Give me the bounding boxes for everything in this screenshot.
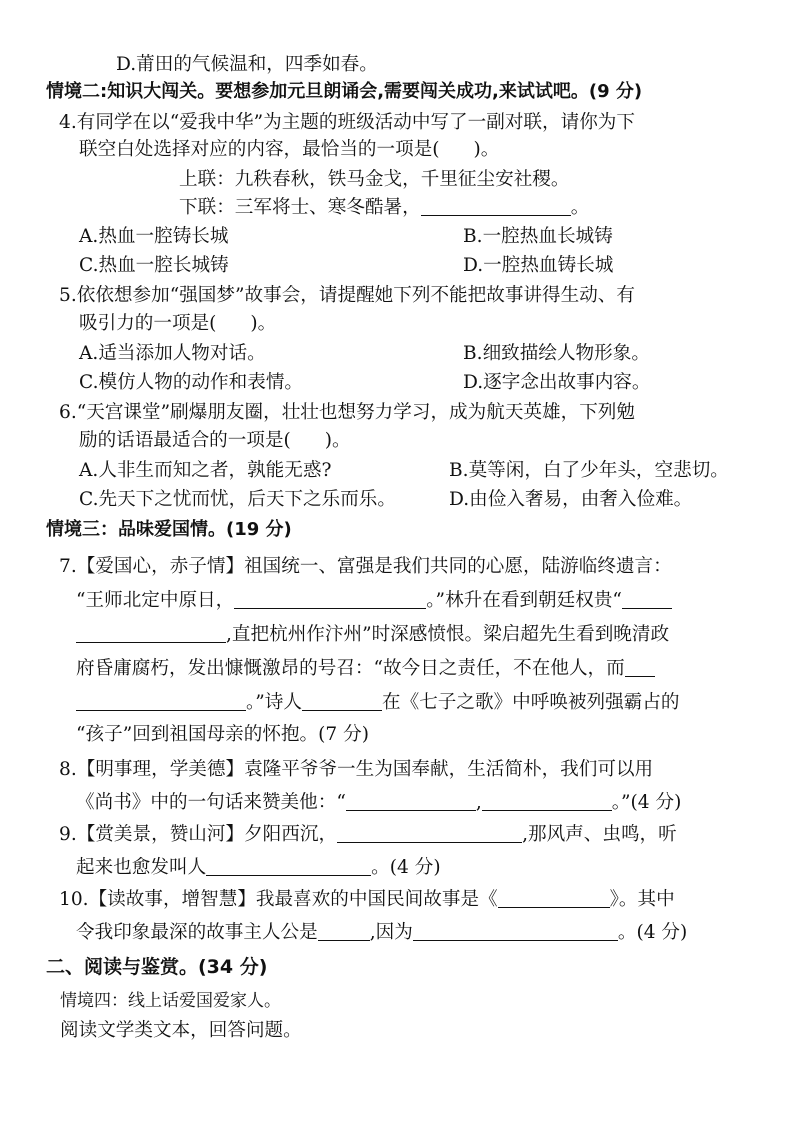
q8-blank-1[interactable] xyxy=(346,792,476,811)
q7-blank-1[interactable] xyxy=(234,590,426,609)
q7-line5 xyxy=(76,692,680,714)
q5-option-b[interactable]: B.细致描绘人物形象。 xyxy=(463,343,650,364)
q10-text-e: 。(4 分) xyxy=(617,922,688,943)
q3-option-d: D.莆田的气候温和，四季如春。 xyxy=(116,54,378,75)
q5-stem-line2 xyxy=(79,313,276,335)
section2-heading: 情境二:知识大闯关。要想参加元旦朗诵会,需要闯关成功,来试试吧。(9 分) xyxy=(46,81,643,102)
q8-comma: , xyxy=(475,792,482,813)
q9-text-b: ,那风声、虫鸣，听 xyxy=(522,824,677,845)
q4-stem-text: 联空白处选择对应的内容，最恰当的一项是( xyxy=(79,139,440,160)
q10-text-a: 10.【读故事，增智慧】我最喜欢的中国民间故事是《 xyxy=(59,889,498,910)
q10-blank-story[interactable] xyxy=(498,889,610,908)
q8-line2 xyxy=(76,792,681,814)
q6-option-c[interactable]: C.先天下之忧而忧，后天下之乐而乐。 xyxy=(79,489,396,510)
q5-option-c[interactable]: C.模仿人物的动作和表情。 xyxy=(79,372,304,393)
q4-lower-text: 下联：三军将士、寒冬酷暑， xyxy=(179,197,421,218)
q9-text-d: 。(4 分) xyxy=(371,857,441,878)
q7-line4 xyxy=(76,658,655,680)
q7-line6: “孩子”回到祖国母亲的怀抱。(7 分) xyxy=(76,724,369,745)
q4-lower-couplet xyxy=(179,197,589,219)
q5-stem-line1: 5.依依想参加“强国梦”故事会，请提醒她下列不能把故事讲得生动、有 xyxy=(59,285,635,306)
q10-text-d: ,因为 xyxy=(369,922,413,943)
q7-blank-2b[interactable] xyxy=(76,624,226,643)
q7-text-a: “王师北定中原日， xyxy=(76,590,235,611)
q7-blank-3a[interactable] xyxy=(625,658,655,677)
q7-blank-4[interactable] xyxy=(302,692,382,711)
section4-heading: 情境四：线上话爱国爱家人。 xyxy=(60,991,281,1011)
q10-line2 xyxy=(76,922,687,944)
q8-line1: 8.【明事理，学美德】袁隆平爷爷一生为国奉献，生活简朴，我们可以用 xyxy=(59,759,654,780)
q9-line1 xyxy=(59,824,677,846)
q6-stem-line1: 6.“天宫课堂”刷爆朋友圈，壮壮也想努力学习，成为航天英雄，下列勉 xyxy=(59,402,635,423)
q8-blank-2[interactable] xyxy=(482,792,612,811)
q7-blank-2a[interactable] xyxy=(622,590,672,609)
q9-text-a: 9.【赏美景，赞山河】夕阳西沉， xyxy=(59,824,338,845)
section3-heading: 情境三：品味爱国情。(19 分) xyxy=(46,519,292,540)
q5-option-d[interactable]: D.逐字念出故事内容。 xyxy=(463,372,651,393)
q9-text-c: 起来也愈发叫人 xyxy=(76,857,207,878)
q4-stem-end: )。 xyxy=(473,139,500,160)
q7-line3 xyxy=(76,624,669,646)
q10-line1 xyxy=(59,889,675,911)
q6-stem-text: 励的话语最适合的一项是( xyxy=(79,430,291,451)
q4-stem-line1: 4.有同学在以“爱我中华”为主题的班级活动中写了一副对联，请你为下 xyxy=(59,112,635,133)
q8-text-a: 《尚书》中的一句话来赞美他：“ xyxy=(76,792,346,813)
q6-stem-line2 xyxy=(79,430,351,452)
q7-text-d: 府昏庸腐朽，发出慷慨激昂的号召：“故今日之责任，不在他人，而 xyxy=(76,658,625,679)
q4-option-a[interactable]: A.热血一腔铸长城 xyxy=(79,226,229,247)
q7-text-b: 。”林升在看到朝廷权贵“ xyxy=(426,590,622,611)
q7-text-c: ,直把杭州作汴州”时深感愤恨。梁启超先生看到晚清政 xyxy=(226,624,670,645)
q5-stem-end: )。 xyxy=(250,313,277,334)
q4-option-b[interactable]: B.一腔热血长城铸 xyxy=(463,226,613,247)
q6-option-b[interactable]: B.莫等闲，白了少年头，空悲切。 xyxy=(449,460,729,481)
q10-blank-hero[interactable] xyxy=(318,922,370,941)
q9-line2 xyxy=(76,857,441,879)
q5-stem-text: 吸引力的一项是( xyxy=(79,313,217,334)
q6-stem-end: )。 xyxy=(324,430,351,451)
q4-option-c[interactable]: C.热血一腔长城铸 xyxy=(79,255,229,276)
q7-line1: 7.【爱国心，赤子情】祖国统一、富强是我们共同的心愿，陆游临终遗言： xyxy=(59,556,672,577)
q10-text-b: 》。其中 xyxy=(609,889,675,910)
q10-text-c: 令我印象最深的故事主人公是 xyxy=(76,922,318,943)
q9-blank-1[interactable] xyxy=(337,824,522,843)
q4-option-d[interactable]: D.一腔热血铸长城 xyxy=(463,255,614,276)
part2-heading: 二、阅读与鉴赏。(34 分) xyxy=(46,956,268,978)
q10-blank-reason[interactable] xyxy=(413,922,618,941)
q7-line2 xyxy=(76,590,672,612)
q7-text-e: 。”诗人 xyxy=(246,692,302,713)
q6-option-d[interactable]: D.由俭入奢易，由奢入俭难。 xyxy=(449,489,693,510)
q4-upper-couplet: 上联：九秩春秋，铁马金戈，千里征尘安社稷。 xyxy=(179,169,570,190)
q7-text-f: 在《七子之歌》中呼唤被列强霸占的 xyxy=(382,692,680,713)
q4-lower-end: 。 xyxy=(570,197,590,218)
q5-option-a[interactable]: A.适当添加人物对话。 xyxy=(79,343,266,364)
q7-blank-3b[interactable] xyxy=(76,692,246,711)
section4-instruction: 阅读文学类文本，回答问题。 xyxy=(60,1020,302,1041)
q4-lower-blank[interactable] xyxy=(421,197,571,216)
q6-option-a[interactable]: A.人非生而知之者，孰能无惑? xyxy=(79,460,332,481)
q8-text-c: 。”(4 分) xyxy=(611,792,682,813)
q4-stem-line2 xyxy=(79,139,499,161)
q9-blank-2[interactable] xyxy=(206,857,371,876)
